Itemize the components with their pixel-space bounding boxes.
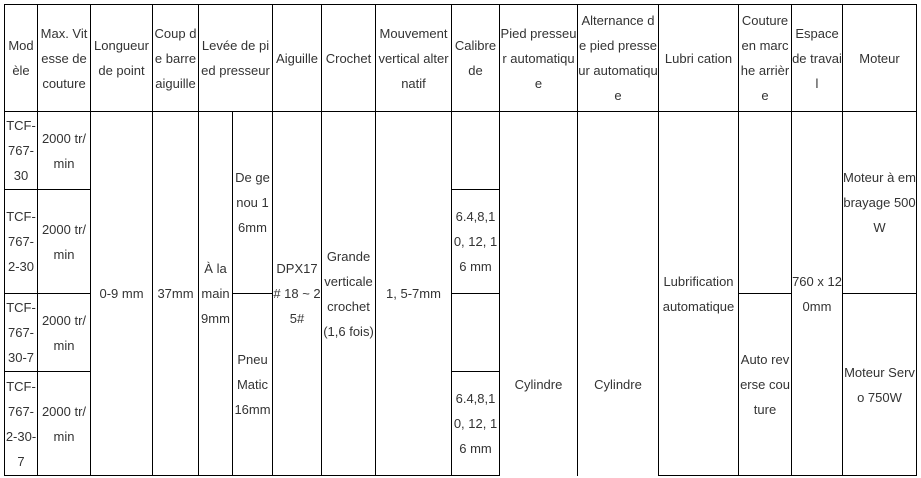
header-lubrication: Lubri cation	[659, 5, 739, 112]
auto-presser-empty-cell	[500, 112, 578, 294]
lift-hand-cell: À la main 9mm	[199, 112, 233, 476]
speed-cell: 2000 tr/min	[38, 294, 91, 372]
stitch-length-cell: 0-9 mm	[91, 112, 153, 476]
auto-presser-cell: Cylindre	[500, 294, 578, 476]
header-auto-presser-foot: Pied presseur automatique	[500, 5, 578, 112]
gauge-cell: 6.4,8,10, 12, 16 mm	[452, 190, 500, 294]
hook-cell: Grande verticale crochet (1,6 fois)	[322, 112, 376, 476]
speed-cell: 2000 tr/min	[38, 190, 91, 294]
reverse-empty-cell	[739, 112, 792, 294]
header-presser-alternation: Alternance de pied presseur automatique	[578, 5, 659, 112]
header-stitch-length: Longueur de point	[91, 5, 153, 112]
gauge-empty-cell	[452, 112, 500, 190]
model-cell: TCF-767-2-30-7	[5, 372, 38, 476]
motor-clutch-cell: Moteur à embrayage 500W	[843, 112, 917, 294]
header-workspace: Espace de travail	[792, 5, 843, 112]
vertical-movement-cell: 1, 5-7mm	[376, 112, 452, 476]
model-cell: TCF-767-30	[5, 112, 38, 190]
table-row	[5, 112, 917, 190]
header-row	[5, 5, 917, 112]
header-needle: Aiguille	[273, 5, 322, 112]
needle-bar-stroke-cell: 37mm	[153, 112, 199, 476]
header-gauge: Calibre de	[452, 5, 500, 112]
header-model: Modèle	[5, 5, 38, 112]
header-max-speed: Max. Vitesse de couture	[38, 5, 91, 112]
lift-pneumatic-cell: Pneu Matic 16mm	[233, 294, 273, 476]
header-hook: Crochet	[322, 5, 376, 112]
workspace-cell: 760 x 120mm	[792, 112, 843, 476]
presser-alternation-cell: Cylindre	[578, 294, 659, 476]
speed-cell: 2000 tr/min	[38, 372, 91, 476]
gauge-empty-cell	[452, 294, 500, 372]
header-vertical-movement: Mouvement vertical alternatif	[376, 5, 452, 112]
presser-alternation-empty-cell	[578, 112, 659, 294]
lift-knee-cell: De genou 16mm	[233, 112, 273, 294]
spec-table-container	[4, 4, 917, 476]
speed-cell: 2000 tr/min	[38, 112, 91, 190]
model-cell: TCF-767-30-7	[5, 294, 38, 372]
motor-servo-cell: Moteur Servo 750W	[843, 294, 917, 476]
spec-table	[4, 4, 917, 476]
header-motor: Moteur	[843, 5, 917, 112]
needle-cell: DPX17 # 18 ~ 25#	[273, 112, 322, 476]
lubrication-cell: Lubrification automatique	[659, 112, 739, 476]
gauge-cell: 6.4,8,10, 12, 16 mm	[452, 372, 500, 476]
header-needle-bar-stroke: Coup de barre aiguille	[153, 5, 199, 112]
header-reverse: Couture en marche arrière	[739, 5, 792, 112]
header-presser-lift: Levée de pied presseur	[199, 5, 273, 112]
reverse-cell: Auto reverse couture	[739, 294, 792, 476]
model-cell: TCF-767-2-30	[5, 190, 38, 294]
